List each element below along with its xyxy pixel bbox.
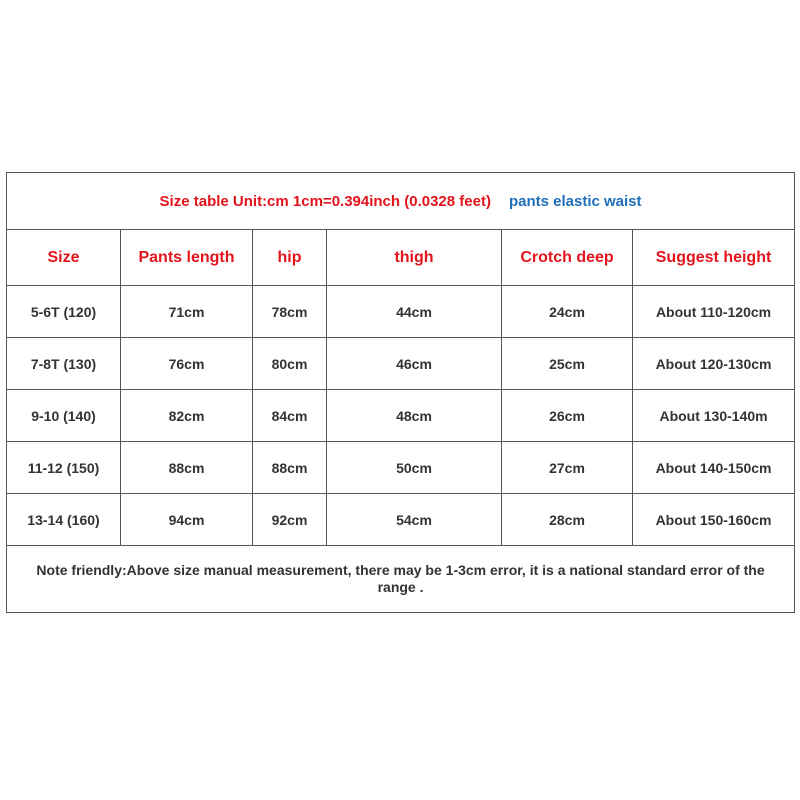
table-title bbox=[7, 173, 795, 230]
header-row bbox=[7, 230, 795, 286]
table-cell-suggest-height: About 140-150cm bbox=[633, 442, 795, 494]
table-cell-suggest-height: About 130-140m bbox=[633, 390, 795, 442]
table-row bbox=[7, 442, 795, 494]
table-cell-hip: 78cm bbox=[253, 286, 327, 338]
table-cell-thigh: 46cm bbox=[327, 338, 502, 390]
table-cell-thigh: 48cm bbox=[327, 390, 502, 442]
measurement-note: Note friendly:Above size manual measurement, there may be 1-3cm error, it is a national standard error of the range . bbox=[7, 546, 795, 613]
table-cell-suggest-height: About 150-160cm bbox=[633, 494, 795, 546]
column-header-thigh: thigh bbox=[327, 230, 502, 286]
table-cell-suggest-height: About 110-120cm bbox=[633, 286, 795, 338]
table-cell-size: 7-8T (130) bbox=[7, 338, 121, 390]
table-cell-crotch-deep: 27cm bbox=[502, 442, 633, 494]
table-cell-crotch-deep: 25cm bbox=[502, 338, 633, 390]
table-cell-crotch-deep: 26cm bbox=[502, 390, 633, 442]
column-header-size: Size bbox=[7, 230, 121, 286]
table-row bbox=[7, 494, 795, 546]
table-row bbox=[7, 338, 795, 390]
column-header-crotch-deep: Crotch deep bbox=[502, 230, 633, 286]
table-cell-hip: 84cm bbox=[253, 390, 327, 442]
column-header-suggest-height: Suggest height bbox=[633, 230, 795, 286]
table-cell-pants-length: 94cm bbox=[121, 494, 253, 546]
size-table bbox=[6, 172, 795, 613]
table-row bbox=[7, 390, 795, 442]
table-row bbox=[7, 286, 795, 338]
title-row bbox=[7, 173, 795, 230]
table-cell-thigh: 54cm bbox=[327, 494, 502, 546]
table-cell-size: 9-10 (140) bbox=[7, 390, 121, 442]
column-header-hip: hip bbox=[253, 230, 327, 286]
table-cell-hip: 80cm bbox=[253, 338, 327, 390]
table-cell-thigh: 44cm bbox=[327, 286, 502, 338]
table-cell-suggest-height: About 120-130cm bbox=[633, 338, 795, 390]
note-row bbox=[7, 546, 795, 613]
table-cell-size: 11-12 (150) bbox=[7, 442, 121, 494]
table-cell-hip: 88cm bbox=[253, 442, 327, 494]
table-cell-pants-length: 76cm bbox=[121, 338, 253, 390]
table-cell-pants-length: 71cm bbox=[121, 286, 253, 338]
table-cell-pants-length: 88cm bbox=[121, 442, 253, 494]
table-cell-thigh: 50cm bbox=[327, 442, 502, 494]
table-title-main: Size table Unit:cm 1cm=0.394inch (0.0328 feet) bbox=[159, 192, 491, 210]
table-cell-crotch-deep: 24cm bbox=[502, 286, 633, 338]
table-title-secondary: pants elastic waist bbox=[508, 192, 642, 210]
table-cell-size: 13-14 (160) bbox=[7, 494, 121, 546]
column-header-pants-length: Pants length bbox=[121, 230, 253, 286]
table-cell-size: 5-6T (120) bbox=[7, 286, 121, 338]
table-cell-pants-length: 82cm bbox=[121, 390, 253, 442]
table-cell-hip: 92cm bbox=[253, 494, 327, 546]
table-cell-crotch-deep: 28cm bbox=[502, 494, 633, 546]
